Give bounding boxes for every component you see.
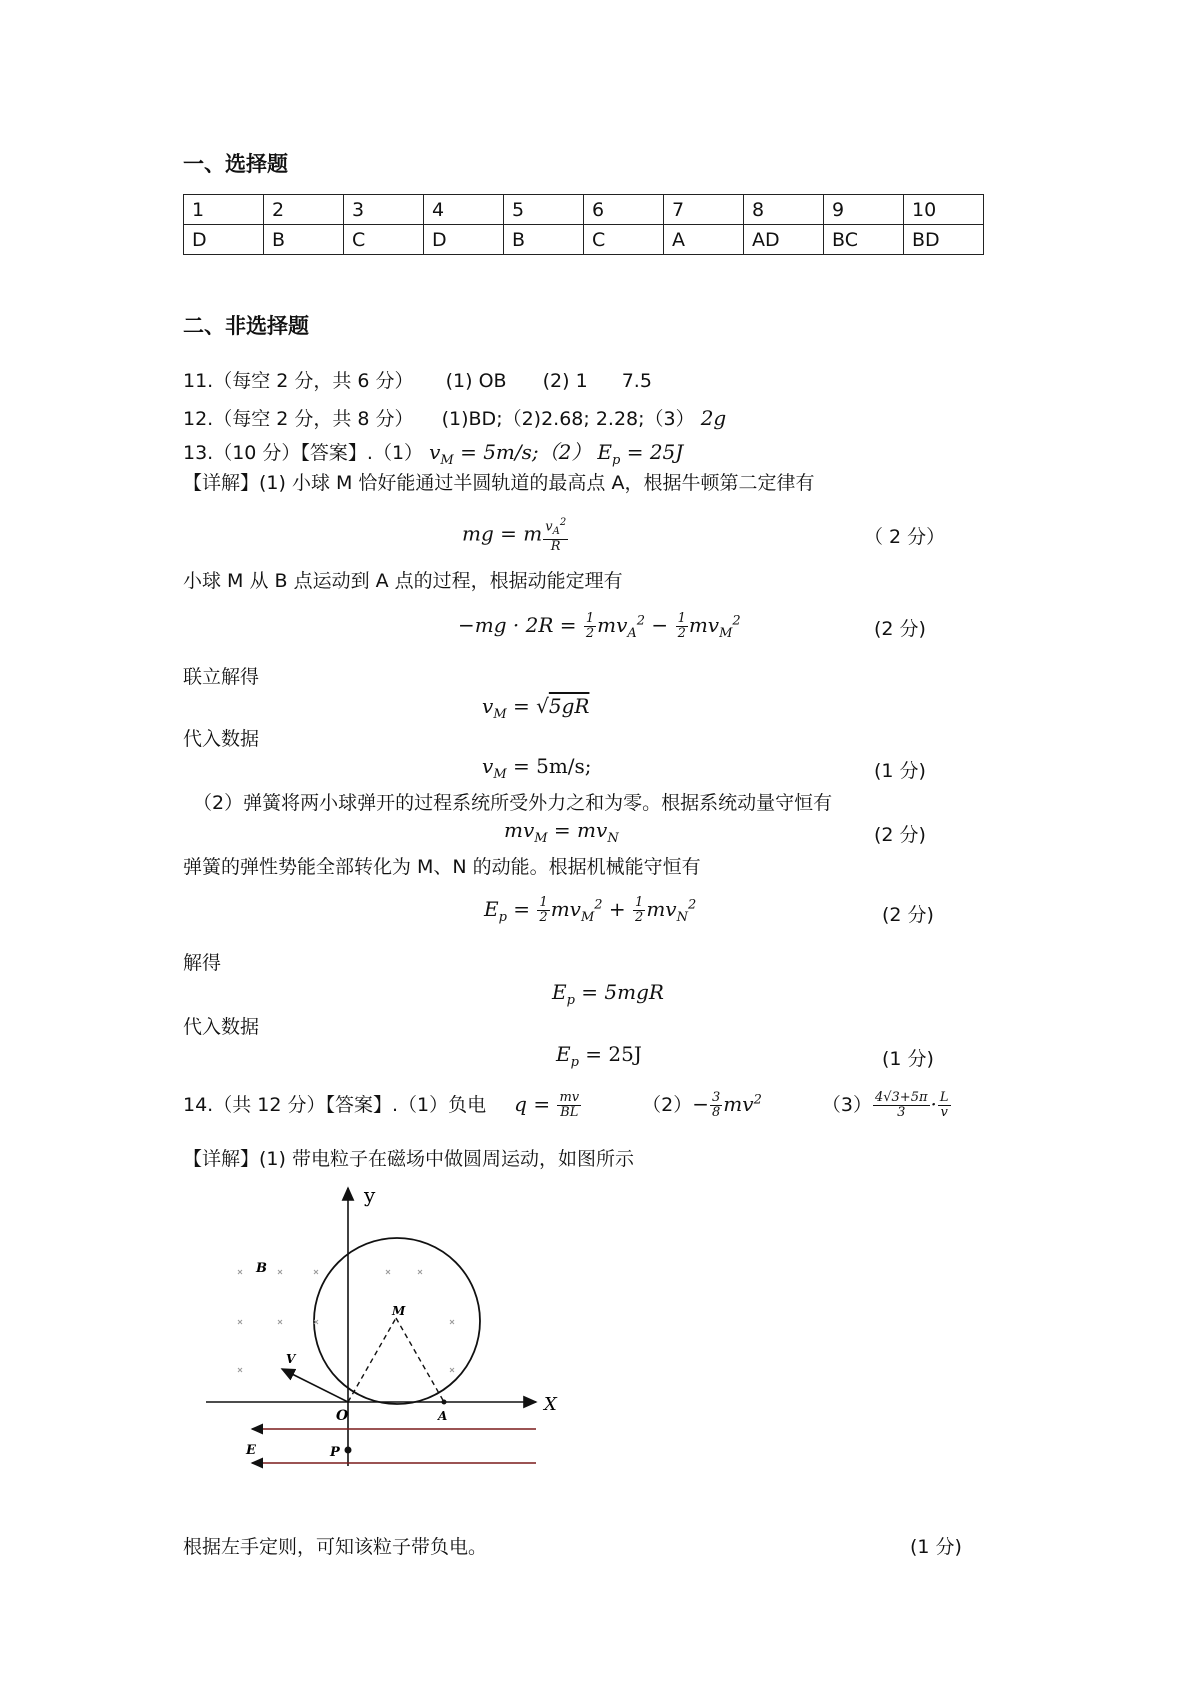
velocity-vector: [282, 1369, 348, 1402]
ep-result-value: = 25J: [578, 1042, 642, 1066]
score-label: (1 分): [882, 1048, 934, 1070]
formula-ep-mgr: $E_p = 5mgR$: [552, 980, 664, 1008]
score-label: (1 分): [874, 760, 926, 782]
q12-line: [183, 404, 726, 431]
m-label: M: [392, 1304, 406, 1318]
q14-answer-line: [183, 1090, 952, 1120]
q13-prefix: 13.（10 分）【答案】.（1）: [183, 442, 424, 464]
table-cell: 7: [664, 195, 744, 225]
q13-detail-intro: 【详解】(1) 小球 M 恰好能通过半圆轨道的最高点 A，根据牛顿第二定律有: [183, 472, 815, 494]
q14-ans2-formula: − $\frac{3}{8}$ $mv^2$: [692, 1090, 762, 1120]
q13-ans1-sub: M: [440, 453, 454, 468]
q11-answer-1: (1) OB: [445, 370, 507, 392]
point-a: [442, 1400, 447, 1405]
q13-ans1-value: = 5m/s;（2）: [453, 440, 592, 464]
o-label: O: [336, 1408, 349, 1424]
formula-mechanical-energy: $E_p$ = $\frac{1}{2}$ $mv_M^2$ + $\frac{1}{2}$ $mv_N^2$: [484, 895, 697, 925]
q13-b-to-a: 小球 M 从 B 点运动到 A 点的过程，根据动能定理有: [183, 570, 623, 592]
e-label: E: [246, 1443, 256, 1458]
x-axis-label: X: [544, 1394, 557, 1415]
section2-title: 二、非选择题: [183, 314, 309, 338]
ep-mgr-value: = 5mgR: [574, 980, 664, 1004]
q13-solve: 解得: [183, 952, 222, 974]
v-label: V: [286, 1352, 296, 1366]
table-cell: C: [344, 225, 424, 255]
table-answer-row: [184, 225, 984, 255]
table-header-row: [184, 195, 984, 225]
q12-answer: (1)BD;（2)2.68; 2.28;（3）: [441, 408, 695, 430]
table-cell: BC: [824, 225, 904, 255]
radius-line: [396, 1318, 444, 1402]
q14-p2: （2）: [642, 1094, 693, 1116]
table-cell: C: [584, 225, 664, 255]
q14-detail-intro: 【详解】(1) 带电粒子在磁场中做圆周运动，如图所示: [183, 1148, 634, 1170]
score-label: (2 分): [874, 618, 926, 640]
q12-prefix: 12.（每空 2 分，共 8 分）: [183, 408, 414, 430]
table-cell: BD: [904, 225, 984, 255]
b-label: B: [256, 1261, 267, 1276]
q13-ans2-symbol: E: [597, 440, 613, 464]
q13-substitute-1: 代入数据: [183, 728, 260, 750]
formula-ep-result: $E_p = 25J$: [556, 1042, 642, 1070]
formula-vm-result: $v_M = 5m/s$;: [482, 754, 592, 782]
table-cell: 3: [344, 195, 424, 225]
q14-ans3-formula: $\frac{4√3+5\pi}{3}$ · $\frac{L}{v}$: [874, 1090, 949, 1120]
q13-answer-line: [183, 436, 683, 468]
vm-symbol: v: [482, 754, 494, 778]
table-cell: 8: [744, 195, 824, 225]
q12-answer-tail: 2g: [700, 406, 727, 430]
table-cell: B: [504, 225, 584, 255]
q14-p3: （3）: [821, 1094, 872, 1116]
y-axis-label: y: [364, 1183, 376, 1207]
score-label: (2 分): [874, 824, 926, 846]
q13-joint: 联立解得: [183, 666, 260, 688]
q13-ans1-symbol: v: [429, 440, 441, 464]
field-crosses: [238, 1270, 454, 1372]
point-p: [345, 1447, 352, 1454]
table-cell: 5: [504, 195, 584, 225]
score-label: (2 分): [882, 904, 934, 926]
a-label: A: [438, 1409, 448, 1423]
q11-answer-3: 7.5: [621, 370, 652, 392]
table-cell: 1: [184, 195, 264, 225]
formula-vm-sqrt: $v_M = √5gR$: [482, 694, 590, 722]
answer-table: [183, 194, 984, 255]
q11-answer-2: (2) 1: [542, 370, 588, 392]
magnetic-field-figure: [196, 1180, 586, 1480]
table-cell: B: [264, 225, 344, 255]
table-cell: 4: [424, 195, 504, 225]
table-cell: 2: [264, 195, 344, 225]
q14-ans1-formula: q = $\frac{mv}{BL}$: [514, 1090, 580, 1120]
q14-prefix: 14.（共 12 分）【答案】.（1）负电: [183, 1094, 487, 1116]
table-cell: 9: [824, 195, 904, 225]
table-cell: D: [424, 225, 504, 255]
table-cell: D: [184, 225, 264, 255]
q13-part2-intro: （2）弹簧将两小球弹开的过程系统所受外力之和为零。根据系统动量守恒有: [193, 792, 833, 814]
q11-line: [183, 366, 652, 393]
formula-newton: mg = m $\frac{v_A^2}{R}$: [462, 517, 567, 554]
section1-title: 一、选择题: [183, 152, 288, 176]
score-label: (1 分): [910, 1536, 962, 1558]
vm-value: = 5m/s;: [506, 754, 592, 778]
p-label: P: [330, 1445, 340, 1460]
formula-momentum: $mv_M = mv_N$: [504, 818, 619, 846]
q13-substitute-2: 代入数据: [183, 1016, 260, 1038]
formula-energy-theorem: −mg · 2R = $\frac{1}{2}$ $mv_A^2$ − $\frac{1}{2}$ $mv_M^2$: [458, 611, 741, 641]
table-cell: AD: [744, 225, 824, 255]
table-cell: 6: [584, 195, 664, 225]
table-cell: 10: [904, 195, 984, 225]
q14-conclusion: 根据左手定则，可知该粒子带负电。: [183, 1536, 488, 1558]
q11-prefix: 11.（每空 2 分，共 6 分）: [183, 370, 414, 392]
q13-energy-intro: 弹簧的弹性势能全部转化为 M、N 的动能。根据机械能守恒有: [183, 856, 701, 878]
radius-line: [348, 1318, 396, 1402]
table-cell: A: [664, 225, 744, 255]
q13-ans2-value: = 25J: [620, 440, 684, 464]
q13-ans2-sub: p: [612, 453, 621, 468]
score-label: （ 2 分）: [864, 526, 946, 548]
